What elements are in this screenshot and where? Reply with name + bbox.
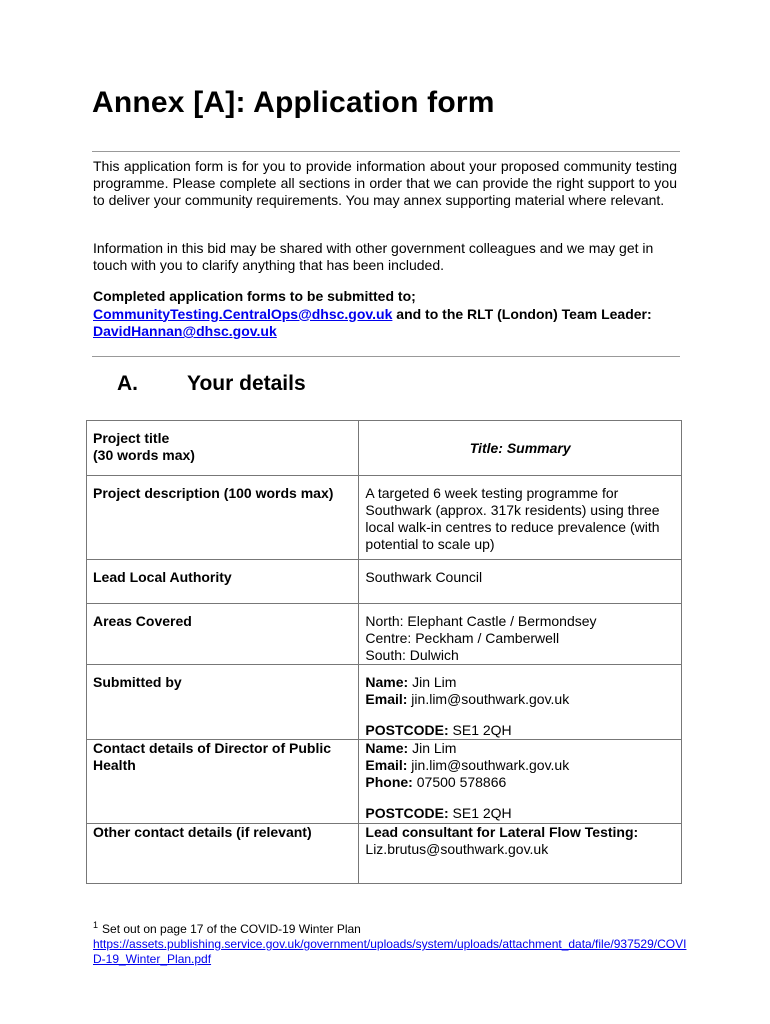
submitted-email-label: Email: xyxy=(365,691,408,707)
table-row-project-description xyxy=(87,476,682,560)
table-row-other-contacts xyxy=(87,824,682,884)
dph-phone-label: Phone: xyxy=(365,774,413,790)
submitted-by-value[interactable] xyxy=(359,665,682,740)
dph-name-value: Jin Lim xyxy=(408,740,457,756)
areas-covered-label: Areas Covered xyxy=(87,604,359,665)
intro-paragraph: This application form is for you to provide information about your proposed community testing programme. Please complete all sections in order that we can provide the right support to you to deliver your community requirements. You may annex supporting material where relevant. xyxy=(93,158,677,208)
footnote-text: Set out on page 17 of the COVID-19 Winter Plan xyxy=(102,922,361,936)
submission-middle-text: and to the RLT (London) Team Leader: xyxy=(392,305,652,322)
other-contacts-role: Lead consultant for Lateral Flow Testing: xyxy=(365,824,639,840)
footnote-url-link[interactable]: https://assets.publishing.service.gov.uk/government/uploads/system/uploads/attachment_data/file/937529/COVID-19_Winter_Plan.pdf xyxy=(93,937,687,966)
submission-lead-text: Completed application forms to be submitted to; xyxy=(93,288,416,304)
table-row-director-public-health xyxy=(87,740,682,824)
table-row-submitted-by xyxy=(87,665,682,740)
project-title-label-line1: Project title xyxy=(93,430,170,446)
submitted-name-label: Name: xyxy=(365,674,409,690)
submitted-by-label: Submitted by xyxy=(87,665,359,740)
title-divider xyxy=(92,151,680,152)
areas-covered-value[interactable] xyxy=(359,604,682,665)
dph-postcode-value: SE1 2QH xyxy=(448,805,512,821)
project-description-value[interactable]: A targeted 6 week testing programme for Southwark (approx. 317k residents) using three local walk-in centres to reduce prevalence (with potential to scale up) xyxy=(359,476,682,560)
project-description-label: Project description (100 words max) xyxy=(87,476,359,560)
dph-postcode-label: POSTCODE: xyxy=(365,805,449,821)
project-title-label-line2: (30 words max) xyxy=(93,447,195,463)
details-table xyxy=(86,420,682,884)
dph-email-value: jin.lim@southwark.gov.uk xyxy=(407,757,570,773)
table-row-areas-covered xyxy=(87,604,682,665)
central-ops-email-link[interactable]: CommunityTesting.CentralOps@dhsc.gov.uk xyxy=(93,305,393,322)
lead-local-authority-label: Lead Local Authority xyxy=(87,560,359,604)
team-leader-email-link[interactable]: DavidHannan@dhsc.gov.uk xyxy=(93,323,277,339)
submitted-email-value: jin.lim@southwark.gov.uk xyxy=(407,691,570,707)
sharing-paragraph: Information in this bid may be shared with other government colleagues and we may get in touch with you to clarify anything that has been included. xyxy=(93,240,654,273)
other-contacts-email: Liz.brutus@southwark.gov.uk xyxy=(365,841,549,857)
table-row-lead-local-authority xyxy=(87,560,682,604)
submitted-postcode-label: POSTCODE: xyxy=(365,722,449,738)
table-row-project-title xyxy=(87,421,682,476)
submission-instructions xyxy=(93,288,677,341)
director-public-health-value[interactable] xyxy=(359,740,682,824)
lead-local-authority-value[interactable]: Southwark Council xyxy=(359,560,682,604)
footnote-marker: 1 xyxy=(93,920,99,930)
project-title-value[interactable]: Title: Summary xyxy=(359,421,682,476)
areas-south: South: Dulwich xyxy=(365,647,459,663)
other-contacts-label: Other contact details (if relevant) xyxy=(87,824,359,884)
section-divider xyxy=(92,356,680,357)
page-title: Annex [A]: Application form xyxy=(92,86,495,119)
other-contacts-value[interactable] xyxy=(359,824,682,884)
dph-phone-value: 07500 578866 xyxy=(412,774,507,790)
dph-name-label: Name: xyxy=(365,740,409,756)
dph-email-label: Email: xyxy=(365,757,408,773)
footnote xyxy=(93,918,693,967)
project-title-label xyxy=(87,421,359,476)
section-number: A. xyxy=(117,372,138,395)
areas-north: North: Elephant Castle / Bermondsey xyxy=(365,613,597,629)
areas-centre: Centre: Peckham / Camberwell xyxy=(365,630,560,646)
submitted-postcode-value: SE1 2QH xyxy=(448,722,512,738)
submitted-name-value: Jin Lim xyxy=(408,674,457,690)
director-public-health-label: Contact details of Director of Public Health xyxy=(87,740,359,824)
section-heading: Your details xyxy=(187,372,306,395)
